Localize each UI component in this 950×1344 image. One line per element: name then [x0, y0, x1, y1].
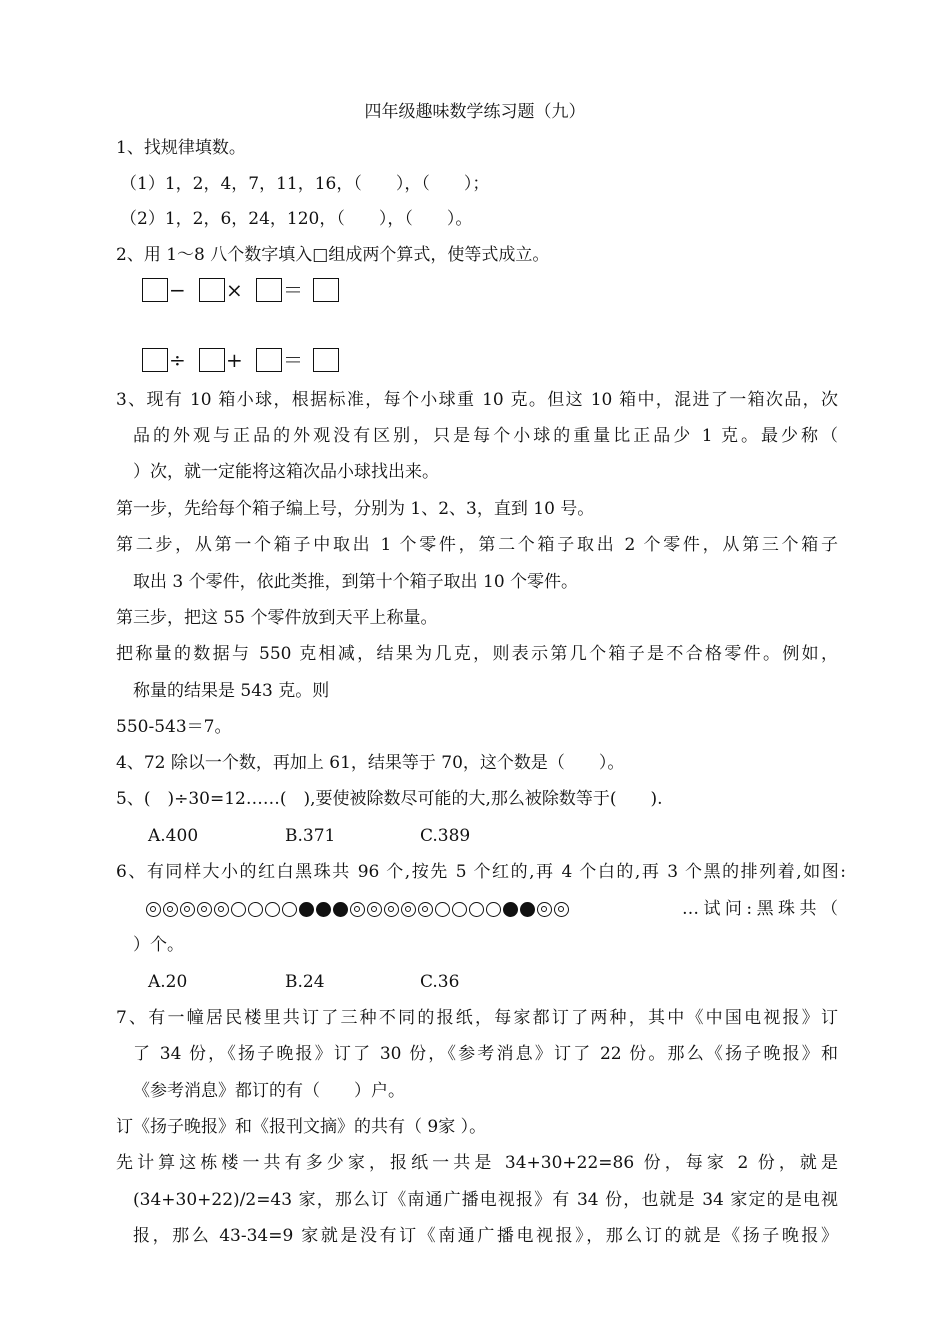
- q3-step-3: 第三步，把这 55 个零件放到天平上称量。: [116, 608, 438, 628]
- q6-option-c: C.36: [420, 972, 460, 992]
- white-bead-icon: [231, 902, 246, 917]
- q7-line-3: 《参考消息》都订的有（ ）户。: [133, 1081, 405, 1101]
- black-bead-icon: [299, 902, 314, 917]
- q6-line-3: ）个。: [133, 935, 184, 955]
- q5-option-c: C.389: [420, 826, 471, 846]
- blank-box[interactable]: [199, 278, 225, 302]
- red-bead-icon: [537, 902, 552, 917]
- page-title: 四年级趣味数学练习题（九）: [364, 102, 586, 122]
- q6-question-tail: …试问:黑珠共（: [682, 899, 838, 919]
- red-bead-icon: [180, 902, 195, 917]
- q3-step-2a: 第二步，从第一个箱子中取出 1 个零件，第二个箱子取出 2 个零件，从第三个箱子: [116, 535, 838, 555]
- blank-box[interactable]: [199, 348, 225, 372]
- q3-step-1: 第一步，先给每个箱子编上号，分别为 1、2、3，直到 10 号。: [116, 499, 595, 519]
- q6-text: 6、有同样大小的红白黑珠共 96 个,按先 5 个红的,再 4 个白的,再 3 个黑的排列着,如图:: [116, 862, 846, 882]
- white-bead-icon: [282, 902, 297, 917]
- q6-option-b: B.24: [285, 972, 325, 992]
- q7-explanation-2: (34+30+22)/2=43 家，那么订《南通广播电视报》有 34 份，也就是 34 家定的是电视: [133, 1190, 838, 1210]
- red-bead-icon: [214, 902, 229, 917]
- plus-sign: +: [226, 348, 243, 372]
- white-bead-icon: [435, 902, 450, 917]
- red-bead-icon: [350, 902, 365, 917]
- bead-sequence: [146, 897, 569, 921]
- q7-explanation-3: 报，那么 43-34=9 家就是没有订《南通广播电视报》，那么订的就是《扬子晚报》: [133, 1226, 838, 1246]
- q5-option-b: B.371: [285, 826, 336, 846]
- q4-text: 4、72 除以一个数，再加上 61，结果等于 70，这个数是（ ）。: [116, 753, 625, 773]
- white-bead-icon: [248, 902, 263, 917]
- q3-result: 550-543＝7。: [116, 717, 232, 737]
- divide-sign: ÷: [169, 348, 186, 372]
- q1-stem: 1、找规律填数。: [116, 138, 246, 158]
- blank-box[interactable]: [256, 348, 282, 372]
- q3-step-2b: 取出 3 个零件，依此类推，到第十个箱子取出 10 个零件。: [133, 572, 579, 592]
- blank-box[interactable]: [142, 348, 168, 372]
- black-bead-icon: [316, 902, 331, 917]
- q3-step-4b: 称量的结果是 543 克。则: [133, 681, 330, 701]
- red-bead-icon: [163, 902, 178, 917]
- multiply-sign: ×: [226, 278, 243, 302]
- white-bead-icon: [265, 902, 280, 917]
- blank-box[interactable]: [313, 348, 339, 372]
- q1-line-1: （1）1，2，4，7，11，16，（ ），（ ）；: [120, 174, 490, 194]
- blank-box[interactable]: [256, 278, 282, 302]
- red-bead-icon: [554, 902, 569, 917]
- q7-explanation-1: 先计算这栋楼一共有多少家，报纸一共是 34+30+22=86 份，每家 2 份，就是: [116, 1153, 838, 1173]
- red-bead-icon: [146, 902, 161, 917]
- q7-line-2: 了 34 份，《扬子晚报》订了 30 份，《参考消息》订了 22 份。那么《扬子晚报》和: [133, 1044, 838, 1064]
- blank-box[interactable]: [313, 278, 339, 302]
- q3-step-4a: 把称量的数据与 550 克相减，结果为几克，则表示第几个箱子是不合格零件。例如，: [116, 644, 838, 664]
- equation-2: [142, 345, 339, 375]
- equals-sign: ＝: [283, 278, 303, 302]
- white-bead-icon: [486, 902, 501, 917]
- q1-line-2: （2）1，2，6，24，120，（ ），（ ）。: [120, 209, 473, 229]
- equation-1: [142, 275, 339, 305]
- white-bead-icon: [469, 902, 484, 917]
- q5-option-a: A.400: [148, 826, 199, 846]
- black-bead-icon: [333, 902, 348, 917]
- white-bead-icon: [452, 902, 467, 917]
- q3-line-1: 3、现有 10 箱小球，根据标准，每个小球重 10 克。但这 10 箱中，混进了一箱次品，次: [116, 390, 838, 410]
- q7-answer: 订《扬子晚报》和《报刊文摘》的共有（ 9家 ）。: [116, 1117, 487, 1137]
- red-bead-icon: [418, 902, 433, 917]
- red-bead-icon: [367, 902, 382, 917]
- q3-line-3: ）次，就一定能将这箱次品小球找出来。: [133, 462, 439, 482]
- red-bead-icon: [401, 902, 416, 917]
- minus-sign: −: [169, 278, 186, 302]
- black-bead-icon: [503, 902, 518, 917]
- q2-stem: 2、用 1～8 八个数字填入□组成两个算式，使等式成立。: [116, 245, 550, 265]
- equals-sign: ＝: [283, 348, 303, 372]
- blank-box[interactable]: [142, 278, 168, 302]
- q7-line-1: 7、有一幢居民楼里共订了三种不同的报纸，每家都订了两种，其中《中国电视报》订: [116, 1008, 838, 1028]
- red-bead-icon: [384, 902, 399, 917]
- black-bead-icon: [520, 902, 535, 917]
- red-bead-icon: [197, 902, 212, 917]
- q5-text: 5、( )÷30=12……( ),要使被除数尽可能的大,那么被除数等于( ).: [116, 789, 663, 809]
- q3-line-2: 品的外观与正品的外观没有区别，只是每个小球的重量比正品少 1 克。最少称（: [133, 426, 838, 446]
- q6-option-a: A.20: [148, 972, 188, 992]
